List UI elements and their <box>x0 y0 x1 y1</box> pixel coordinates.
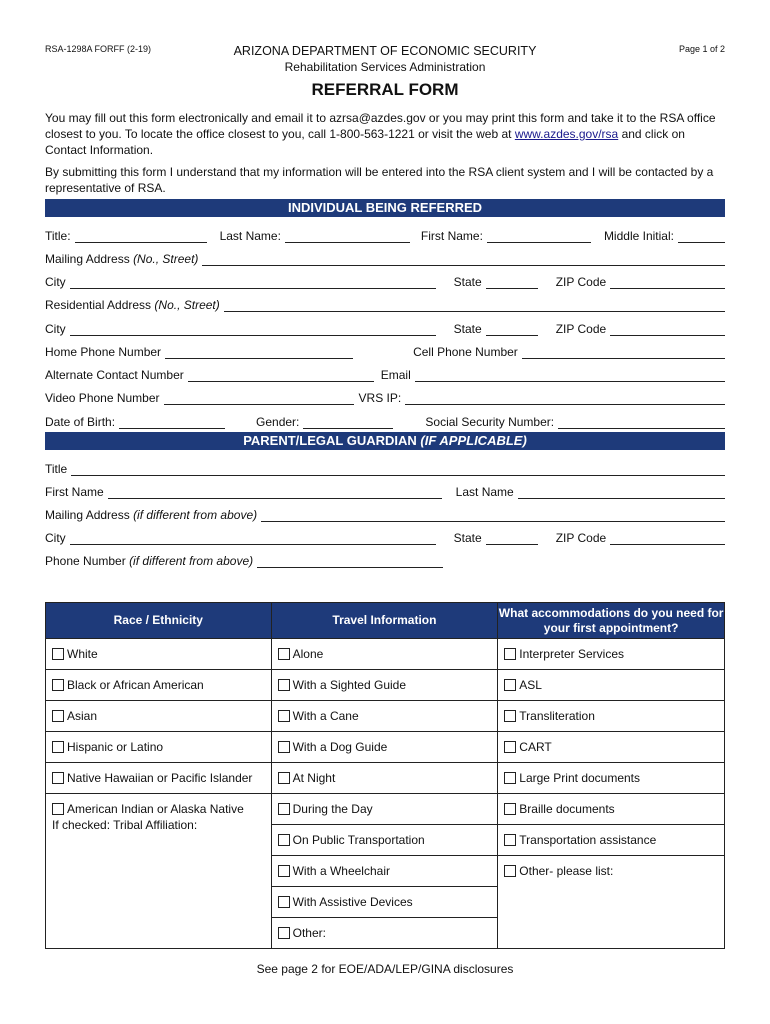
race-option[interactable]: Asian <box>46 701 271 731</box>
race-option[interactable]: Native Hawaiian or Pacific Islander <box>46 763 271 793</box>
guardian-city-label: City <box>45 531 66 545</box>
row-video <box>45 389 725 405</box>
row-guardian-title <box>45 460 725 476</box>
accommodation-option[interactable]: Transliteration <box>498 701 724 731</box>
race-option[interactable]: Hispanic or Latino <box>46 732 271 762</box>
guardian-zip-field[interactable] <box>610 534 725 545</box>
accommodation-option[interactable]: Transportation assistance <box>498 825 724 855</box>
checkbox[interactable] <box>52 803 64 815</box>
checkbox[interactable] <box>278 865 290 877</box>
residential-address-field[interactable] <box>224 301 725 312</box>
title-label: Title: <box>45 229 71 243</box>
form-title: REFERRAL FORM <box>311 80 459 99</box>
guardian-zip-label: ZIP Code <box>555 531 607 545</box>
travel-option[interactable]: On Public Transportation <box>272 825 498 855</box>
gender-field[interactable] <box>303 418 393 429</box>
travel-option[interactable]: Other: <box>272 918 498 948</box>
city-field[interactable] <box>70 325 436 336</box>
intro-text: You may fill out this form electronically and email it to azrsa@azdes.gov or you may print this form and take it to the RSA office closest to you. To locate the office closest to you, call 1-800-563-1221 or visit the web at <box>45 111 716 141</box>
travel-option[interactable]: During the Day <box>272 794 498 824</box>
travel-option[interactable]: With a Cane <box>272 701 498 731</box>
travel-option[interactable]: With a Wheelchair <box>272 856 498 886</box>
first-name-label: First Name: <box>420 229 483 243</box>
guardian-state-field[interactable] <box>486 534 538 545</box>
checkbox[interactable] <box>52 772 64 784</box>
row-guardian-phone <box>45 552 725 568</box>
checkbox[interactable] <box>278 834 290 846</box>
vrs-ip-field[interactable] <box>405 394 725 405</box>
cell-phone-field[interactable] <box>522 348 725 359</box>
video-phone-field[interactable] <box>164 394 354 405</box>
row-residential <box>45 296 725 312</box>
checkbox[interactable] <box>52 679 64 691</box>
checkbox[interactable] <box>504 772 516 784</box>
travel-option[interactable]: With a Sighted Guide <box>272 670 498 700</box>
guardian-phone-label: Phone Number (if different from above) <box>45 554 254 568</box>
city-field[interactable] <box>70 278 436 289</box>
guardian-phone-field[interactable] <box>257 557 443 568</box>
accommodation-option[interactable]: ASL <box>498 670 724 700</box>
intro-paragraph <box>45 110 726 158</box>
section-individual-heading: INDIVIDUAL BEING REFERRED <box>45 199 725 217</box>
checkbox[interactable] <box>504 679 516 691</box>
residential-address-label: Residential Address (No., Street) <box>45 298 220 312</box>
checkbox[interactable] <box>278 896 290 908</box>
checkbox[interactable] <box>278 710 290 722</box>
footer-note: See page 2 for EOE/ADA/LEP/GINA disclosures <box>256 962 514 976</box>
travel-option[interactable]: With Assistive Devices <box>272 887 498 917</box>
accommodation-option[interactable]: Braille documents <box>498 794 724 824</box>
accommodation-option[interactable]: Interpreter Services <box>498 639 724 669</box>
checkbox[interactable] <box>278 648 290 660</box>
agency-name: ARIZONA DEPARTMENT OF ECONOMIC SECURITY <box>233 44 537 58</box>
accommodations-header: What accommodations do you need for your first appointment? <box>498 603 725 639</box>
travel-header: Travel Information <box>271 603 498 639</box>
cell-phone-label: Cell Phone Number <box>413 345 518 359</box>
checkbox[interactable] <box>504 803 516 815</box>
guardian-mailing-label: Mailing Address (if different from above) <box>45 508 258 522</box>
section-guardian-heading: PARENT/LEGAL GUARDIAN (IF APPLICABLE) <box>45 432 725 450</box>
checkbox[interactable] <box>52 710 64 722</box>
title-field[interactable] <box>75 232 207 243</box>
race-header: Race / Ethnicity <box>46 603 272 639</box>
guardian-last-name-field[interactable] <box>518 488 725 499</box>
state-field[interactable] <box>486 325 538 336</box>
accommodation-option[interactable]: Other- please list: <box>498 856 724 886</box>
first-name-field[interactable] <box>487 232 591 243</box>
state-label: State <box>453 322 482 336</box>
travel-option[interactable]: With a Dog Guide <box>272 732 498 762</box>
consent-paragraph: By submitting this form I understand that my information will be entered into the RSA client system and I will be contacted by a representative of RSA. <box>45 165 714 195</box>
guardian-title-field[interactable] <box>71 465 725 476</box>
state-label: State <box>453 275 482 289</box>
travel-option[interactable]: At Night <box>272 763 498 793</box>
row-city-1 <box>45 273 725 289</box>
ssn-field[interactable] <box>558 418 725 429</box>
guardian-mailing-field[interactable] <box>261 511 725 522</box>
middle-initial-field[interactable] <box>678 232 725 243</box>
guardian-city-field[interactable] <box>70 534 436 545</box>
state-field[interactable] <box>486 278 538 289</box>
last-name-label: Last Name: <box>219 229 281 243</box>
alternate-contact-label: Alternate Contact Number <box>45 368 184 382</box>
guardian-last-name-label: Last Name <box>455 485 514 499</box>
row-dob <box>45 413 725 429</box>
page-number: Page 1 of 2 <box>678 44 725 54</box>
race-option[interactable]: Black or African American <box>46 670 271 700</box>
division-name: Rehabilitation Services Administration <box>284 60 486 74</box>
zip-field[interactable] <box>610 325 725 336</box>
home-phone-field[interactable] <box>165 348 353 359</box>
rsa-website-link[interactable]: www.azdes.gov/rsa <box>514 127 619 141</box>
row-mailing <box>45 250 725 266</box>
city-label: City <box>45 322 66 336</box>
row-city-2 <box>45 320 725 336</box>
travel-option[interactable]: Alone <box>272 639 498 669</box>
vrs-ip-label: VRS IP: <box>358 391 402 405</box>
email-field[interactable] <box>415 371 725 382</box>
checkbox[interactable] <box>278 927 290 939</box>
email-label: Email <box>380 368 411 382</box>
mailing-address-field[interactable] <box>202 255 725 266</box>
checkbox[interactable] <box>278 772 290 784</box>
checkbox[interactable] <box>504 710 516 722</box>
zip-field[interactable] <box>610 278 725 289</box>
checkbox[interactable] <box>278 741 290 753</box>
row-guardian-name <box>45 483 725 499</box>
mailing-address-label: Mailing Address (No., Street) <box>45 252 199 266</box>
row-guardian-city <box>45 529 725 545</box>
guardian-first-name-label: First Name <box>45 485 104 499</box>
dob-field[interactable] <box>119 418 225 429</box>
tribal-affiliation-label: If checked: Tribal Affiliation: <box>52 818 198 832</box>
gender-label: Gender: <box>256 415 300 429</box>
dob-label: Date of Birth: <box>45 415 116 429</box>
accommodation-option[interactable]: Large Print documents <box>498 763 724 793</box>
city-label: City <box>45 275 66 289</box>
row-alt-email <box>45 366 725 382</box>
checkbox[interactable] <box>278 803 290 815</box>
checkbox[interactable] <box>504 741 516 753</box>
form-id: RSA-1298A FORFF (2-19) <box>45 44 152 54</box>
row-phones <box>45 343 725 359</box>
accommodation-option[interactable]: CART <box>498 732 724 762</box>
checkbox[interactable] <box>504 648 516 660</box>
race-option[interactable]: American Indian or Alaska Native <box>46 794 271 824</box>
checkbox[interactable] <box>504 834 516 846</box>
race-option[interactable]: White <box>46 639 271 669</box>
checkbox[interactable] <box>278 679 290 691</box>
zip-label: ZIP Code <box>555 322 607 336</box>
intro-tail: and click on Contact Information. <box>45 127 685 157</box>
row-name <box>45 227 725 243</box>
checkbox[interactable] <box>52 741 64 753</box>
middle-initial-label: Middle Initial: <box>603 229 674 243</box>
home-phone-label: Home Phone Number <box>45 345 162 359</box>
guardian-state-label: State <box>453 531 482 545</box>
guardian-title-label: Title <box>45 462 68 476</box>
ssn-label: Social Security Number: <box>425 415 555 429</box>
last-name-field[interactable] <box>285 232 410 243</box>
checkbox[interactable] <box>504 865 516 877</box>
row-guardian-mailing <box>45 506 725 522</box>
checkbox-grid <box>45 602 725 949</box>
zip-label: ZIP Code <box>555 275 607 289</box>
guardian-first-name-field[interactable] <box>108 488 442 499</box>
checkbox[interactable] <box>52 648 64 660</box>
alternate-contact-field[interactable] <box>188 371 374 382</box>
video-phone-label: Video Phone Number <box>45 391 160 405</box>
